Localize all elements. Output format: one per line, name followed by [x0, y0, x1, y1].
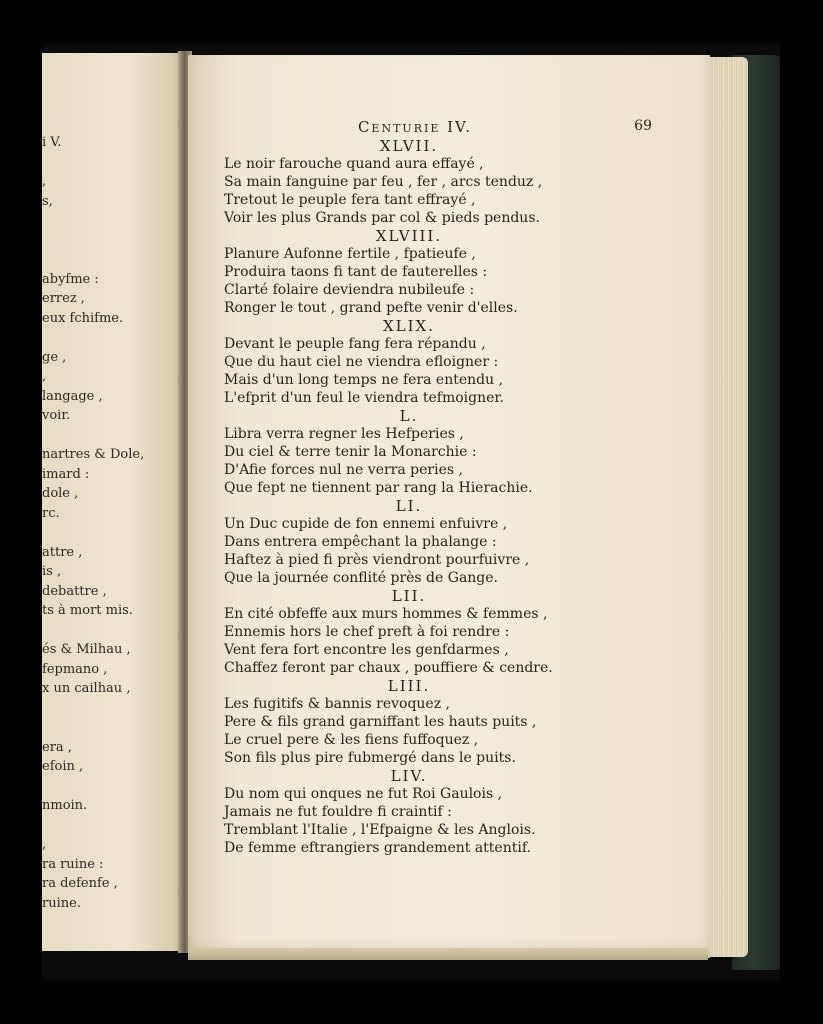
quatrain: [224, 497, 594, 587]
left-page-line: voir.: [42, 408, 71, 423]
quatrain-number: LIV.: [390, 767, 428, 785]
left-page-line: [42, 699, 182, 719]
quatrain-number: XLVII.: [379, 137, 439, 155]
left-page-line: s,: [42, 193, 53, 209]
verse-line: Devant le peuple fang fera répandu ,: [224, 336, 486, 352]
verse-line: Son fils plus pire fubmergé dans le puits.: [224, 750, 516, 766]
verse-line: Ennemis hors le chef preft à foi rendre :: [224, 624, 510, 640]
quatrain: [224, 317, 594, 407]
verse-line: Tremblant l'Italie , l'Efpaigne & les Anglois.: [224, 822, 536, 838]
quatrain: [224, 767, 594, 857]
left-page-line: [42, 718, 182, 738]
verse-line: Chaffez feront par chaux , pouffiere & cendre.: [224, 660, 553, 676]
quatrain: [224, 677, 594, 767]
left-page-line: efoin ,: [42, 759, 84, 774]
left-page: [42, 53, 184, 951]
quatrain-number: LI.: [395, 497, 423, 515]
left-page-line: ,: [42, 837, 47, 852]
verse-line: D'Afie forces nul ne verra peries ,: [224, 462, 463, 478]
left-page-line: [42, 621, 182, 641]
verse-line: Que du haut ciel ne viendra efloigner :: [224, 354, 499, 370]
verse-line: Libra verra regner les Hefperies ,: [224, 426, 464, 442]
left-page-line: ge ,: [42, 349, 67, 365]
verse-line: Du ciel & terre tenir la Monarchie :: [224, 444, 477, 460]
verse-line: En cité obfeffe aux murs hommes & femmes ,: [224, 606, 548, 622]
left-page-line: imard :: [42, 466, 90, 482]
left-page-line: és & Milhau ,: [42, 642, 131, 657]
verse-line: Jamais ne fut fouldre fi craintif :: [224, 804, 452, 820]
verse-line: Dans entrera empêchant la phalange :: [224, 534, 497, 550]
left-page-line: attre ,: [42, 544, 83, 560]
left-page-line: [42, 328, 182, 348]
left-page-line: ts à mort mis.: [42, 603, 133, 618]
left-page-line: [42, 816, 182, 836]
quatrain: [224, 227, 594, 317]
verse-line: Planure Aufonne fertile , fpatieufe ,: [224, 246, 476, 262]
page-body: [224, 137, 594, 857]
left-page-text: [42, 133, 182, 913]
left-page-line: rc.: [42, 505, 60, 521]
left-page-line: errez ,: [42, 291, 85, 306]
quatrain: [224, 587, 594, 677]
verse-line: Mais d'un long temps ne fera entendu ,: [224, 372, 504, 388]
verse-line: Tretout le peuple fera tant effrayé ,: [224, 192, 476, 208]
quatrain-number: XLVIII.: [375, 227, 443, 245]
page-number: 69: [634, 118, 652, 134]
left-page-line: era ,: [42, 739, 72, 755]
verse-line: Les fugitifs & bannis revoquez ,: [224, 696, 450, 712]
left-page-line: fepmano ,: [42, 661, 108, 677]
left-page-line: is ,: [42, 564, 62, 579]
running-title: Centurie IV.: [357, 118, 473, 136]
left-page-line: [42, 153, 182, 173]
verse-line: Ronger le tout , grand pefte venir d'elles.: [224, 300, 518, 316]
verse-line: Sa main fanguine par feu , fer , arcs tenduz ,: [224, 174, 543, 190]
left-page-line: abyfme :: [42, 271, 99, 287]
left-page-line: langage ,: [42, 388, 103, 404]
verse-line: Le noir farouche quand aura effayé ,: [224, 156, 484, 172]
left-page-line: [42, 777, 182, 797]
left-page-line: ruine.: [42, 895, 81, 911]
left-page-line: [42, 211, 182, 231]
left-page-line: ,: [42, 369, 47, 384]
quatrain-number: LII.: [391, 587, 427, 605]
verse-line: Voir les plus Grands par col & pieds pendus.: [224, 210, 540, 226]
verse-line: L'efprit d'un feul le viendra tefmoigner.: [224, 390, 505, 406]
verse-line: Haftez à pied fi près viendront pourfuivre ,: [224, 552, 530, 568]
left-page-line: ra ruine :: [42, 856, 104, 872]
left-page-line: ra defenfe ,: [42, 876, 118, 891]
quatrain-number: LIII.: [387, 677, 431, 695]
left-page-line: nartres & Dole,: [42, 447, 145, 462]
left-page-line: [42, 231, 182, 251]
verse-line: Produira taons fi tant de fauterelles :: [224, 264, 488, 280]
torn-page-bottom: [188, 948, 708, 960]
left-page-line: x un cailhau ,: [42, 681, 131, 696]
quatrain: [224, 137, 594, 227]
left-page-line: [42, 523, 182, 543]
verse-line: Vent fera fort encontre les genfdarmes ,: [224, 642, 509, 658]
left-page-line: dole ,: [42, 486, 79, 501]
left-page-line: nmoin.: [42, 798, 88, 813]
left-page-line: eux fchifme.: [42, 310, 124, 326]
verse-line: De femme eftrangiers grandement attentif.: [224, 840, 531, 856]
verse-line: Pere & fils grand garniffant les hauts puits ,: [224, 714, 537, 730]
quatrain-number: L.: [399, 407, 419, 425]
left-page-line: ,: [42, 174, 47, 189]
verse-line: Que fept ne tiennent par rang la Hierachie.: [224, 480, 533, 496]
left-page-line: [42, 426, 182, 446]
verse-line: Que la journée conflité près de Gange.: [224, 570, 498, 586]
left-page-line: debattre ,: [42, 583, 107, 599]
verse-line: Clarté folaire deviendra nubileufe :: [224, 282, 475, 298]
verse-line: Du nom qui onques ne fut Roi Gaulois ,: [224, 786, 503, 802]
left-page-line: [42, 250, 182, 270]
left-page-line: i V.: [42, 135, 62, 150]
quatrain: [224, 407, 594, 497]
verse-line: Le cruel pere & les fiens fuffoquez ,: [224, 732, 479, 748]
quatrain-number: XLIX.: [382, 317, 435, 335]
verse-line: Un Duc cupide de fon ennemi enfuivre ,: [224, 516, 508, 532]
